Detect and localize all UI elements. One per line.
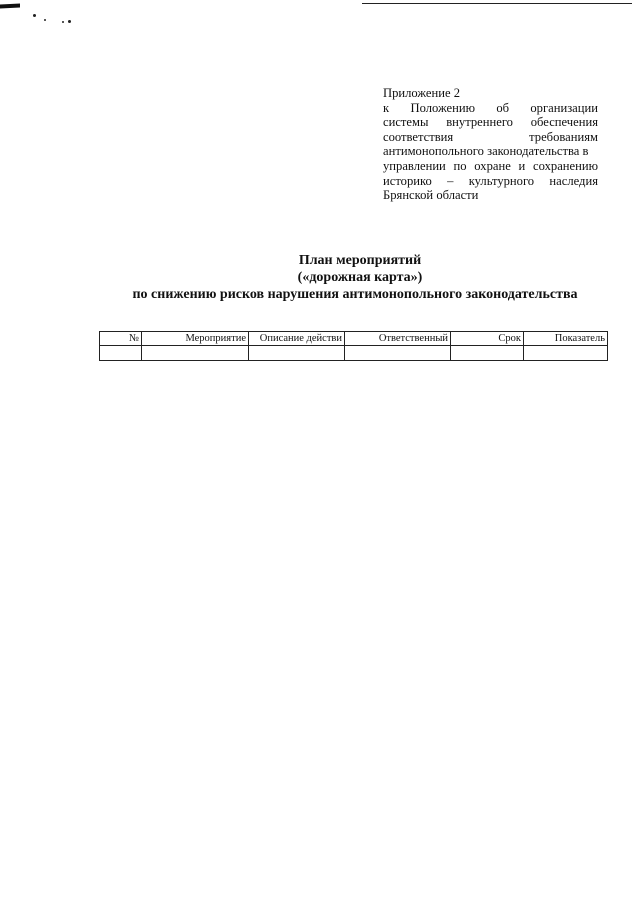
appendix-text	[383, 101, 598, 203]
column-header-indicator: Показатель	[524, 332, 608, 346]
scan-artifact	[0, 3, 20, 8]
table-cell	[451, 346, 524, 361]
appendix-line: управлении по охране и сохранению	[383, 158, 598, 173]
scan-artifact-dot	[33, 14, 36, 17]
plan-subtitle: («дорожная карта»)	[297, 270, 423, 285]
scan-artifact-line	[362, 3, 632, 4]
column-header-event: Мероприятие	[142, 332, 249, 346]
appendix-title: Приложение 2	[383, 86, 461, 100]
scan-artifact-dot	[68, 20, 71, 23]
appendix-line: антимонопольного законодательства в	[383, 144, 589, 159]
scan-artifact-dot	[62, 21, 64, 23]
table-cell	[249, 346, 345, 361]
column-header-deadline: Срок	[451, 332, 524, 346]
table-header-row	[100, 332, 608, 346]
appendix-line: соответствия требованиям	[383, 129, 598, 144]
appendix-line: историко – культурного наследия	[383, 173, 598, 188]
scan-artifact-dot	[44, 19, 46, 21]
table-cell	[100, 346, 142, 361]
appendix-line: Брянской области	[383, 188, 479, 203]
appendix-line: системы внутреннего обеспечения	[383, 115, 598, 130]
appendix-line: к Положению об организации	[383, 100, 598, 115]
table-cell	[345, 346, 451, 361]
appendix-block	[383, 86, 598, 203]
plan-heading	[100, 252, 620, 303]
column-header-number: №	[100, 332, 142, 346]
table-cell	[142, 346, 249, 361]
table-cell	[524, 346, 608, 361]
table-row	[100, 346, 608, 361]
column-header-description: Описание действи	[249, 332, 345, 346]
plan-purpose: по снижению рисков нарушения антимонопольного законодательства	[132, 287, 578, 302]
roadmap-table	[99, 331, 608, 361]
column-header-responsible: Ответственный	[345, 332, 451, 346]
plan-title: План мероприятий	[298, 253, 422, 268]
